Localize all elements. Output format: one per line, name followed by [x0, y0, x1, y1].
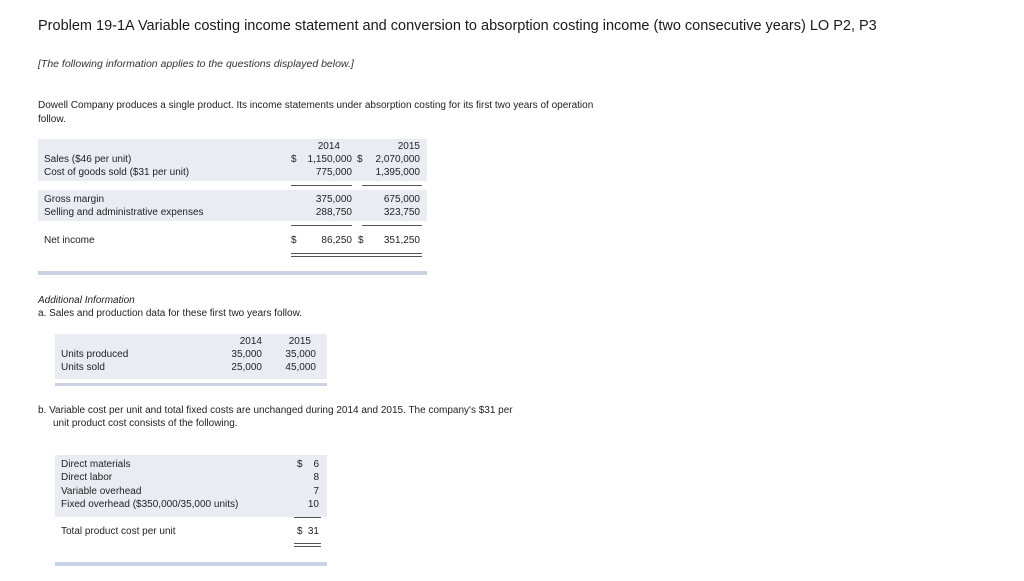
direct-labor-value: 8 [313, 472, 319, 483]
direct-materials-value: 6 [313, 459, 319, 470]
item-b-text-line1: b. Variable cost per unit and total fixed costs are unchanged during 2014 and 2015. The company's $31 per [38, 405, 513, 416]
net-2014: 86,250 [321, 235, 352, 246]
net-2015-sym: $ [358, 235, 364, 246]
page-title: Problem 19-1A Variable costing income statement and conversion to absorption costing income (two consecutive years) LO P2, P3 [38, 18, 877, 34]
variable-overhead-label: Variable overhead [61, 486, 142, 497]
rule [291, 225, 352, 226]
units-sold-2014: 25,000 [231, 362, 262, 373]
intro-text: Dowell Company produces a single product. Its income statements under absorption costing for its first two years of operation follow. [38, 100, 594, 125]
units-produced-2014: 35,000 [231, 349, 262, 360]
direct-labor-label: Direct labor [61, 472, 113, 483]
sales-label: Sales ($46 per unit) [44, 154, 132, 165]
double-rule [294, 543, 321, 547]
cogs-label: Cost of goods sold ($31 per unit) [44, 167, 190, 178]
units-produced-label: Units produced [61, 349, 129, 360]
info-note: [The following information applies to the questions displayed below.] [38, 58, 354, 70]
fixed-overhead-label: Fixed overhead ($350,000/35,000 units) [61, 499, 239, 510]
year-2014: 2014 [317, 141, 340, 152]
units-produced-2015: 35,000 [285, 349, 316, 360]
variable-overhead-value: 7 [313, 486, 319, 497]
total-cost-label: Total product cost per unit [61, 526, 176, 537]
sales-2015: 2,070,000 [375, 154, 420, 165]
units-sold-label: Units sold [61, 362, 105, 373]
net-2014-sym: $ [291, 235, 297, 246]
units-sold-2015: 45,000 [285, 362, 316, 373]
gross-2015: 675,000 [383, 194, 420, 205]
double-rule [291, 253, 422, 257]
sales-2014-sym: $ [291, 154, 297, 165]
gross-2014: 375,000 [315, 194, 352, 205]
total-cost-value: 31 [307, 526, 319, 537]
sga-label: Selling and administrative expenses [44, 207, 204, 218]
direct-materials-sym: $ [297, 459, 303, 470]
rule [294, 517, 321, 518]
year-2015: 2015 [397, 141, 420, 152]
sales-2014: 1,150,000 [307, 154, 352, 165]
rule [362, 225, 422, 226]
sales-2015-sym: $ [357, 154, 363, 165]
cogs-2014: 775,000 [315, 167, 352, 178]
item-a-text: a. Sales and production data for these first two years follow. [38, 308, 303, 319]
net-2015: 351,250 [383, 235, 420, 246]
direct-materials-label: Direct materials [61, 459, 131, 470]
fixed-overhead-value: 10 [307, 499, 319, 510]
item-b-text-line2: unit product cost consists of the following. [53, 418, 238, 429]
gross-margin-label: Gross margin [44, 194, 105, 205]
total-cost-sym: $ [297, 526, 303, 537]
additional-heading: Additional Information [38, 295, 135, 306]
cost-bottom-band [55, 562, 327, 566]
rule [291, 185, 352, 186]
units-year-2015: 2015 [288, 336, 311, 347]
net-income-label: Net income [44, 235, 95, 246]
rule [362, 185, 422, 186]
cogs-2015: 1,395,000 [375, 167, 420, 178]
sga-2014: 288,750 [315, 207, 352, 218]
units-year-2014: 2014 [239, 336, 262, 347]
sga-2015: 323,750 [383, 207, 420, 218]
units-bottom-band [55, 383, 327, 386]
table-bottom-band [38, 271, 427, 275]
